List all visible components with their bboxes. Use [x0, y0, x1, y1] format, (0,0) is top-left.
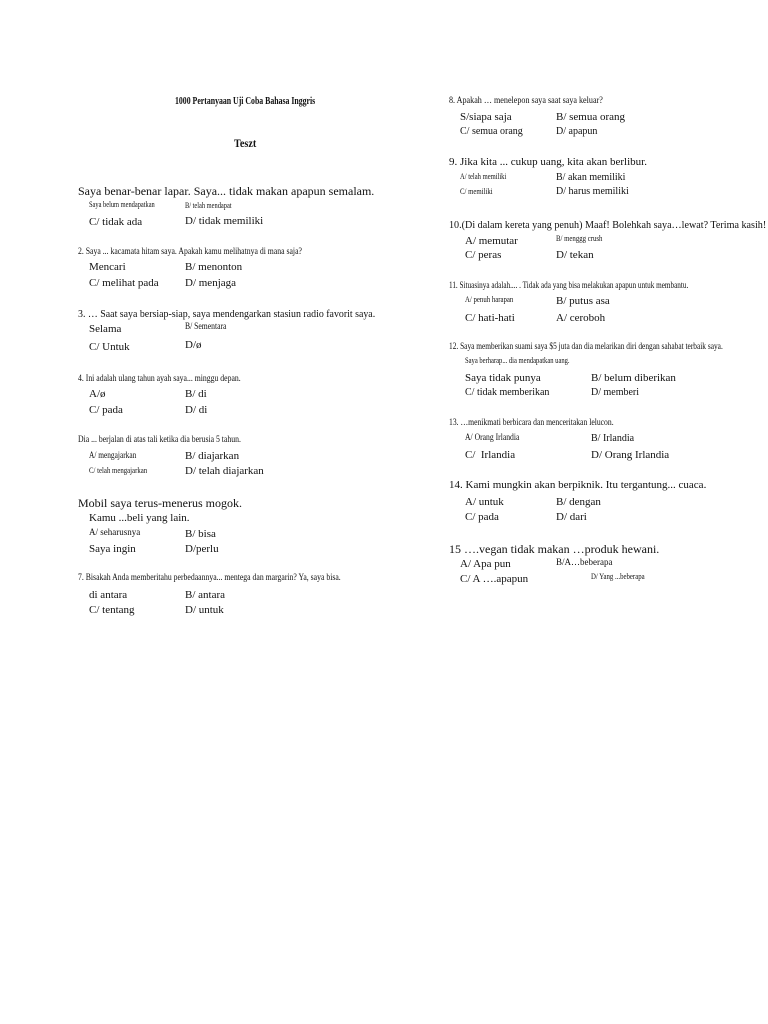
option-d: D/ apapun [556, 126, 598, 137]
option-a: A/ Orang Irlandia [465, 432, 520, 442]
question-text: 12. Saya memberikan suami saya $5 juta dan dia melarikan diri dengan sahabat terbaik saya. [449, 341, 723, 351]
question-text: 8. Apakah … menelepon saya saat saya keluar? [449, 95, 603, 105]
option-b: B/ putus asa [556, 295, 610, 307]
option-c: C/ melihat pada [89, 277, 159, 289]
option-d: D/ø [185, 339, 202, 351]
option-c: C/ peras [465, 249, 502, 261]
option-a: A/ø [89, 388, 106, 400]
option-b: B/ menggg crush [556, 234, 603, 243]
option-d: D/ tidak memiliki [185, 215, 264, 227]
option-d: D/ harus memiliki [556, 186, 629, 197]
option-b: B/ akan memiliki [556, 172, 626, 183]
option-b: B/ diajarkan [185, 450, 240, 462]
option-a: A/ seharusnya [89, 527, 141, 537]
question-text: Mobil saya terus-menerus mogok. [78, 496, 242, 510]
option-c: Saya ingin [89, 543, 136, 555]
option-d: D/perlu [185, 543, 219, 555]
option-d: D/ untuk [185, 604, 224, 616]
option-c: C/ Untuk [89, 341, 130, 353]
option-c: C/ Irlandia [465, 449, 516, 461]
option-a: Mencari [89, 261, 126, 273]
option-d: D/ Orang Irlandia [591, 449, 670, 461]
question-text: Dia ... berjalan di atas tali ketika dia berusia 5 tahun. [78, 434, 241, 444]
option-d: D/ telah diajarkan [185, 465, 264, 477]
option-c: C/ telah mengajarkan [89, 466, 148, 475]
option-c: C/ tentang [89, 604, 135, 616]
option-b: B/ belum diberikan [591, 372, 676, 384]
option-a: A/ telah memiliki [460, 172, 507, 181]
option-c: C/ tidak memberikan [465, 387, 550, 398]
option-a: Saya belum mendapatkan [89, 200, 155, 209]
question-text: 7. Bisakah Anda memberitahu perbedaannya... mentega dan margarin? Ya, saya bisa. [78, 572, 341, 582]
question-text: 11. Situasinya adalah.... . Tidak ada yang bisa melakukan apapun untuk membantu. [449, 280, 689, 290]
option-b: B/ menonton [185, 261, 243, 273]
option-a: A/ Apa pun [460, 558, 511, 570]
question-text: 9. Jika kita ... cukup uang, kita akan berlibur. [449, 156, 647, 168]
question-text: 13. …menikmati berbicara dan menceritakan lelucon. [449, 417, 614, 427]
option-c: C/ memiliki [460, 187, 493, 196]
option-b: B/ dengan [556, 496, 601, 508]
option-b: B/ antara [185, 589, 226, 601]
option-c: C/ pada [89, 404, 123, 416]
option-d: D/ menjaga [185, 277, 237, 289]
option-a: Selama [89, 323, 122, 335]
question-text: 3. … Saat saya bersiap-siap, saya mendengarkan stasiun radio favorit saya. [78, 308, 376, 320]
question-text: 4. Ini adalah ulang tahun ayah saya... minggu depan. [78, 373, 241, 383]
option-d: D/ memberi [591, 387, 640, 398]
question-text: 2. Saya ... kacamata hitam saya. Apakah kamu melihatnya di mana saja? [78, 246, 302, 256]
option-d: A/ ceroboh [556, 312, 606, 324]
option-c: C/ hati-hati [465, 312, 515, 324]
question-text-line-2: Kamu ...beli yang lain. [89, 512, 190, 524]
option-a: di antara [89, 589, 128, 601]
option-c: C/ semua orang [460, 126, 523, 137]
option-a: A/ memutar [465, 235, 518, 247]
option-b: B/ bisa [185, 528, 216, 540]
option-a: A/ penuh harapan [465, 295, 514, 304]
option-d: D/ tekan [556, 249, 594, 261]
question-text: Saya benar-benar lapar. Saya... tidak makan apapun semalam. [78, 184, 375, 198]
option-b: B/A…beberapa [556, 557, 613, 567]
option-b: B/ Sementara [185, 321, 227, 331]
option-a: A/ mengajarkan [89, 450, 137, 460]
question-text: 14. Kami mungkin akan berpiknik. Itu tergantung... cuaca. [449, 479, 707, 491]
document-title: 1000 Pertanyaan Uji Coba Bahasa Inggris [175, 96, 316, 107]
option-d: D/ dari [556, 511, 587, 523]
option-a: A/ untuk [465, 496, 504, 508]
option-c: C/ tidak ada [89, 216, 143, 228]
option-c: C/ pada [465, 511, 499, 523]
question-text: 10.(Di dalam kereta yang penuh) Maaf! Bolehkah saya…lewat? Terima kasih! [449, 219, 767, 231]
option-b: B/ Irlandia [591, 433, 635, 444]
option-d: D/ Yang ...beberapa [591, 572, 645, 581]
question-text-line-2: Saya berharap... dia mendapatkan uang. [465, 356, 570, 365]
option-b: B/ di [185, 388, 207, 400]
question-text: 15 ….vegan tidak makan …produk hewani. [449, 542, 660, 556]
option-a: Saya tidak punya [465, 372, 541, 384]
option-d: D/ di [185, 404, 208, 416]
option-b: B/ telah mendapat [185, 201, 232, 210]
option-a: S/siapa saja [460, 111, 512, 123]
document-subtitle: Teszt [234, 136, 257, 150]
option-c: C/ A ….apapun [460, 573, 529, 585]
option-b: B/ semua orang [556, 111, 626, 123]
